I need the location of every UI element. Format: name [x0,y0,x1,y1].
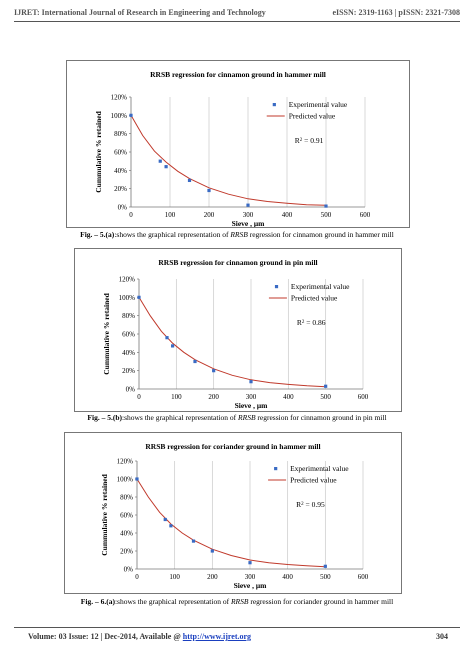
x-tick-label: 600 [357,393,369,401]
chart-frame-coriander-hammer [64,432,402,594]
legend-marker [273,103,276,106]
y-tick-label: 60% [122,330,135,339]
x-axis-label: Sieve , μm [231,219,265,227]
y-tick-label: 40% [120,529,133,538]
header-divider [14,21,460,22]
x-tick-label: 200 [203,211,215,219]
experimental-point [193,360,196,363]
caption-text: regression for cinnamon ground in pin mill [255,413,387,422]
experimental-point [129,114,132,117]
y-tick-label: 120% [116,457,133,466]
y-tick-label: 120% [110,93,127,102]
experimental-point [246,204,249,207]
chart-svg [75,249,401,411]
x-tick-label: 100 [171,393,182,401]
y-tick-label: 80% [122,312,135,321]
r-squared-label: $R^2 = 0.95$ [296,500,325,509]
y-tick-label: 20% [122,367,135,376]
legend-label: Predicted value [288,111,336,121]
page-footer [0,632,474,646]
experimental-point [165,165,168,168]
experimental-point [249,380,252,383]
chart-svg [65,433,401,593]
chart-frame-cinnamon-pin [74,248,402,412]
x-tick-label: 400 [283,393,294,401]
legend-marker [275,285,278,288]
experimental-point [169,524,172,527]
y-axis-label: Cummulative % retained [100,474,109,556]
experimental-point [212,369,215,372]
experimental-point [165,336,168,339]
chart-svg [67,61,409,227]
y-tick-label: 40% [122,348,135,357]
experimental-point [211,549,214,552]
x-axis-label: Sieve , μm [234,401,268,410]
legend-label: Predicted value [290,475,337,485]
caption-text: :shows the graphical representation of [122,413,239,422]
page-number: 304 [436,632,448,641]
caption-italic: RRSB [230,230,248,239]
y-tick-label: 0% [117,203,127,212]
y-axis-label: Cummulative % retained [94,111,103,193]
caption-label: Fig. – 5.(b) [87,413,123,422]
experimental-point [324,204,327,207]
chart-title: RRSB regression for cinnamon ground in hammer mill [150,70,326,79]
predicted-value-line [137,479,325,567]
experimental-point [135,477,138,480]
y-tick-label: 20% [114,185,127,194]
legend-label: Experimental value [290,464,349,473]
experimental-point [324,385,327,388]
volume-info [28,632,251,641]
caption-text: regression for coriander ground in hammer mill [248,597,394,606]
caption-text: :shows the graphical representation of [114,597,231,606]
x-tick-label: 400 [281,211,293,219]
x-tick-label: 300 [244,573,256,581]
y-tick-label: 0% [125,385,135,394]
caption-label: Fig. – 6.(a) [80,597,115,606]
r-squared-label: $R^2 = 0.86$ [296,318,326,327]
x-tick-label: 0 [129,211,133,219]
caption-text: :shows the graphical representation of [114,230,231,239]
x-tick-label: 600 [359,211,371,219]
x-tick-label: 0 [135,573,139,581]
y-tick-label: 80% [120,493,133,502]
y-tick-label: 60% [120,511,133,520]
experimental-point [188,179,191,182]
experimental-point [324,565,327,568]
y-tick-label: 100% [118,293,135,302]
x-axis-label: Sieve , μm [233,581,267,590]
x-tick-label: 500 [320,393,331,401]
experimental-point [192,540,195,543]
legend-label: Experimental value [290,282,350,291]
x-tick-label: 200 [208,393,219,401]
experimental-point [159,160,162,163]
x-tick-label: 100 [164,211,176,219]
figure-caption [0,597,474,606]
x-tick-label: 600 [357,573,369,581]
x-tick-label: 400 [282,573,293,581]
figure-caption [0,413,474,422]
experimental-point [164,518,167,521]
y-tick-label: 100% [116,475,133,484]
caption-italic: RRSB [238,413,256,422]
predicted-value-line [139,297,326,386]
figure-caption [0,230,474,239]
y-tick-label: 80% [114,130,127,139]
chart-title: RRSB regression for cinnamon ground in pin mill [158,258,318,267]
x-tick-label: 500 [320,211,332,219]
caption-label: Fig. – 5.(a) [80,230,115,239]
y-tick-label: 60% [114,148,127,157]
y-tick-label: 100% [110,111,127,120]
r-squared-label: $R^2 = 0.91$ [294,136,324,145]
chart-frame-cinnamon-hammer [66,60,410,228]
experimental-point [137,296,140,299]
volume-text: Volume: 03 Issue: 12 | Dec-2014, Available @ [28,632,183,641]
experimental-point [248,561,251,564]
y-axis-label: Cummulative % retained [102,293,111,375]
legend-label: Experimental value [288,100,348,109]
y-tick-label: 40% [114,166,127,175]
x-tick-label: 200 [207,573,218,581]
legend-label: Predicted value [290,293,338,303]
y-tick-label: 0% [123,565,133,574]
x-tick-label: 300 [242,211,254,219]
y-tick-label: 20% [120,547,133,556]
caption-text: regression for cinnamon ground in hammer mill [247,230,394,239]
x-tick-label: 100 [169,573,180,581]
chart-title: RRSB regression for coriander ground in hammer mill [145,442,321,451]
journal-title: IJRET: International Journal of Research in Engineering and Technology [14,8,266,17]
issn-text: eISSN: 2319-1163 | pISSN: 2321-7308 [332,8,460,17]
x-tick-label: 300 [245,393,257,401]
x-tick-label: 500 [320,573,331,581]
y-tick-label: 120% [118,275,135,284]
x-tick-label: 0 [137,393,141,401]
experimental-point [171,344,174,347]
journal-link[interactable]: http://www.ijret.org [182,632,252,641]
legend-marker [274,467,277,470]
footer-divider [14,627,460,628]
caption-italic: RRSB [230,597,249,606]
experimental-point [207,189,210,192]
